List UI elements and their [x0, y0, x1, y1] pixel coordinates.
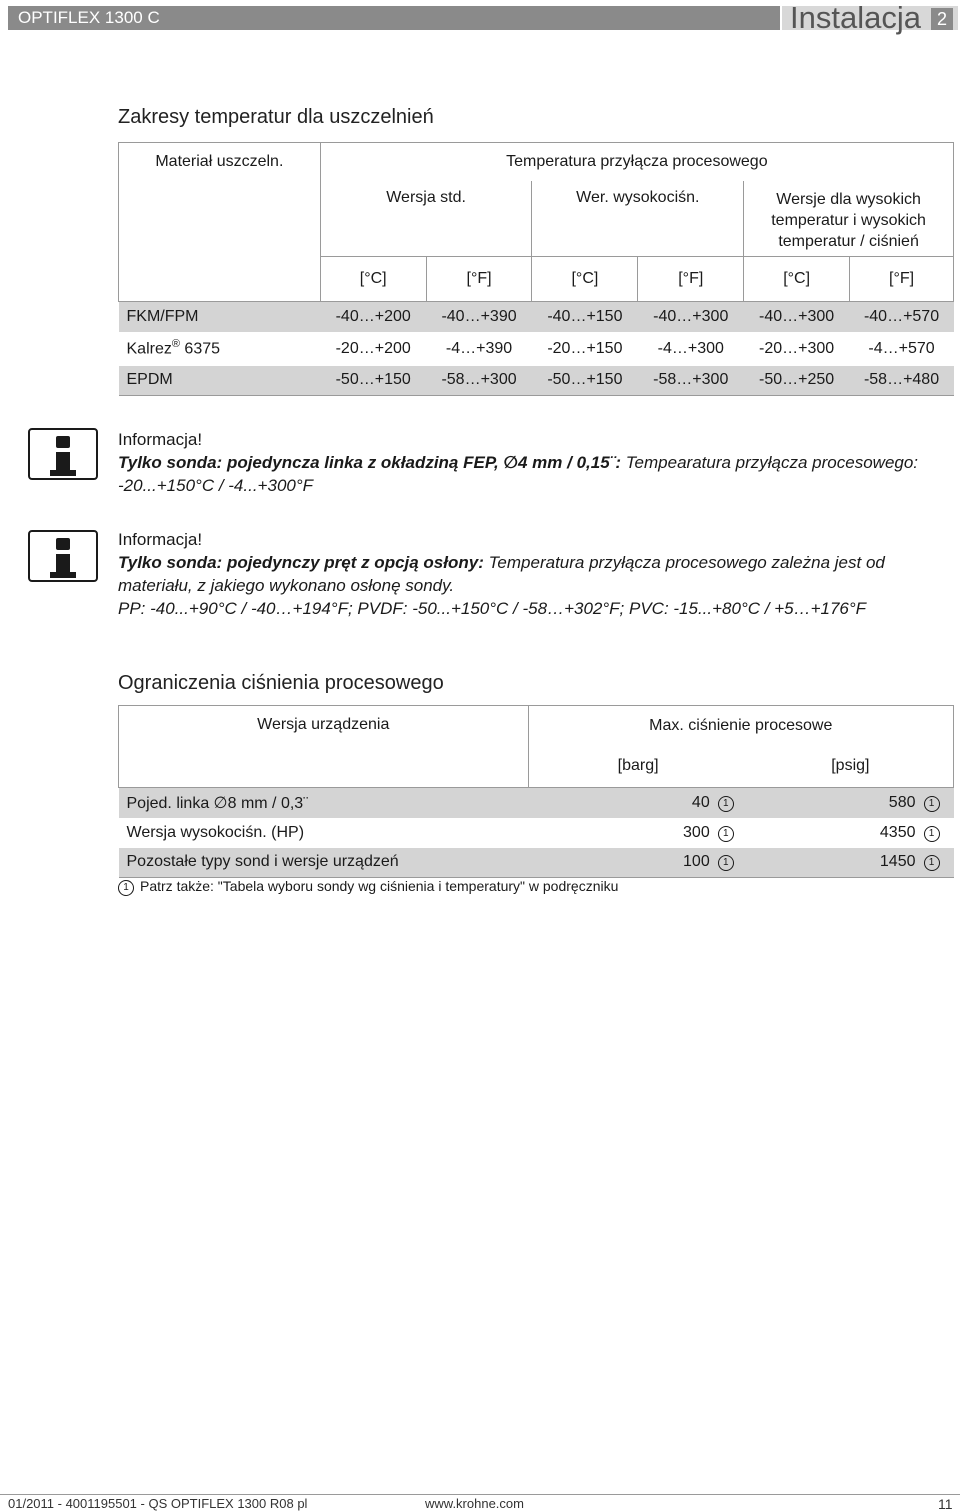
- material-cell: EPDM: [119, 366, 321, 396]
- device-name: Pozostałe typy sond i wersje urządzeń: [119, 848, 529, 878]
- temp-section-title: Zakresy temperatur dla uszczelnień: [118, 106, 434, 128]
- diameter-symbol: ∅: [503, 453, 518, 472]
- value-cell: -50…+150: [320, 366, 426, 396]
- temp-group-header: Temperatura przyłącza procesowego: [320, 143, 953, 181]
- barg-value: 40: [691, 793, 710, 811]
- material-cell: [119, 332, 321, 366]
- chapter-number: 2: [931, 8, 953, 30]
- info-note-2: [118, 528, 948, 620]
- psig-value: 4350: [879, 823, 916, 841]
- device-name: Pojed. linka ∅8 mm / 0,3¨: [126, 794, 309, 812]
- unit-header: [°F]: [638, 257, 744, 302]
- unit-header: [barg]: [528, 746, 748, 788]
- unit-header: [psig]: [748, 746, 954, 788]
- barg-cell: [528, 818, 748, 848]
- value-cell: -50…+150: [532, 366, 638, 396]
- value-cell: -20…+150: [547, 339, 623, 357]
- unit-header: [°C]: [320, 257, 426, 302]
- barg-cell: [528, 788, 748, 818]
- value-cell: -40…+570: [863, 307, 940, 325]
- footnote-marker: 1: [718, 826, 734, 842]
- info-text: Temperatura przyłącza procesowego zależna jest od materiału, z jakiego wykonano osłonę sondy.: [118, 553, 885, 595]
- registered-mark: ®: [171, 338, 180, 351]
- table-row: [119, 332, 954, 366]
- value-cell: -20…+200: [335, 339, 411, 357]
- material-cell: FKM/FPM: [126, 307, 199, 325]
- table-row: [119, 366, 954, 396]
- barg-value: 300: [683, 823, 710, 841]
- footnote-text: Patrz także: "Tabela wyboru sondy wg ciśnienia i temperatury" w podręczniku: [140, 878, 619, 894]
- value-cell: -40…+150: [547, 307, 623, 325]
- table-row: [119, 302, 954, 332]
- unit-header: [°F]: [850, 257, 954, 302]
- value-cell: -4…+300: [657, 339, 724, 357]
- psig-value: 580: [888, 793, 916, 811]
- table-row: [119, 848, 954, 878]
- value-cell: -58…+300: [426, 366, 532, 396]
- psig-cell: [748, 818, 954, 848]
- table-row: [119, 818, 954, 848]
- device-name: Wersja wysokociśn. (HP): [126, 823, 305, 841]
- info-icon: [28, 428, 98, 480]
- psig-cell: [748, 788, 954, 818]
- version-std-header: Wersja std.: [320, 181, 532, 257]
- info-bold-text: Tylko sonda: pojedyncza linka z okładziną FEP,: [118, 453, 504, 472]
- max-pressure-header: Max. ciśnienie procesowe: [528, 706, 954, 746]
- product-name: OPTIFLEX 1300 C: [18, 8, 160, 27]
- unit-header: [°F]: [426, 257, 532, 302]
- temperature-table: [118, 142, 954, 396]
- info-bold-text-2: 4 mm / 0,15¨:: [518, 453, 621, 472]
- footer-website[interactable]: www.krohne.com: [425, 1496, 524, 1511]
- value-cell: -40…+200: [335, 307, 411, 325]
- value-cell: -58…+480: [850, 366, 954, 396]
- info-icon: [28, 530, 98, 582]
- info-materials-text: PP: -40...+90°C / -40…+194°F; PVDF: -50...+150°C / -58…+302°F; PVC: -15...+80°C / +5…+176°F: [118, 599, 867, 618]
- value-cell: -4…+390: [445, 339, 513, 357]
- info-note-1: [118, 428, 948, 497]
- value-cell: -50…+250: [744, 366, 850, 396]
- barg-value: 100: [683, 853, 710, 871]
- value-cell: -40…+300: [759, 307, 835, 325]
- unit-header: [°C]: [744, 257, 850, 302]
- psig-cell: [748, 848, 954, 878]
- info-text: Tempearatura przyłącza procesowego: -20...+150°C / -4...+300°F: [118, 453, 919, 495]
- barg-cell: [528, 848, 748, 878]
- footer-doc-id: 01/2011 - 4001195501 - QS OPTIFLEX 1300 R08 pl: [8, 1496, 308, 1511]
- material-header: Materiał uszczeln.: [119, 143, 321, 302]
- page-number: 11: [938, 1496, 953, 1512]
- value-cell: -40…+300: [653, 307, 729, 325]
- footnote-marker: 1: [924, 826, 940, 842]
- version-hp-header: Wer. wysokociśn.: [532, 181, 744, 257]
- info-label: Informacja!: [118, 530, 203, 549]
- footnote-marker: 1: [924, 855, 940, 871]
- pressure-table: [118, 705, 954, 878]
- pressure-footnote: [118, 878, 618, 896]
- material-name: Kalrez: [126, 340, 172, 358]
- unit-header: [°C]: [532, 257, 638, 302]
- footnote-marker: 1: [118, 880, 134, 896]
- footnote-marker: 1: [718, 796, 734, 812]
- value-cell: -20…+300: [759, 339, 835, 357]
- info-label: Informacja!: [118, 430, 203, 449]
- product-header: [8, 6, 780, 30]
- chapter-title: Instalacja: [790, 0, 921, 35]
- value-cell: -40…+390: [441, 307, 517, 325]
- footnote-marker: 1: [924, 796, 940, 812]
- pressure-section-title: Ograniczenia ciśnienia procesowego: [118, 672, 444, 694]
- version-ht-header: Wersje dla wysokich temperatur i wysokich temperatur / ciśnień: [744, 181, 954, 257]
- info-bold-text: Tylko sonda: pojedynczy pręt z opcją osłony:: [118, 553, 484, 572]
- value-cell: -58…+300: [638, 366, 744, 396]
- footer-rule: [0, 1494, 960, 1495]
- material-suffix: 6375: [179, 340, 221, 358]
- psig-value: 1450: [879, 853, 916, 871]
- table-row: [119, 788, 954, 818]
- footnote-marker: 1: [718, 855, 734, 871]
- value-cell: -4…+570: [868, 339, 935, 357]
- device-version-header: Wersja urządzenia: [119, 706, 529, 788]
